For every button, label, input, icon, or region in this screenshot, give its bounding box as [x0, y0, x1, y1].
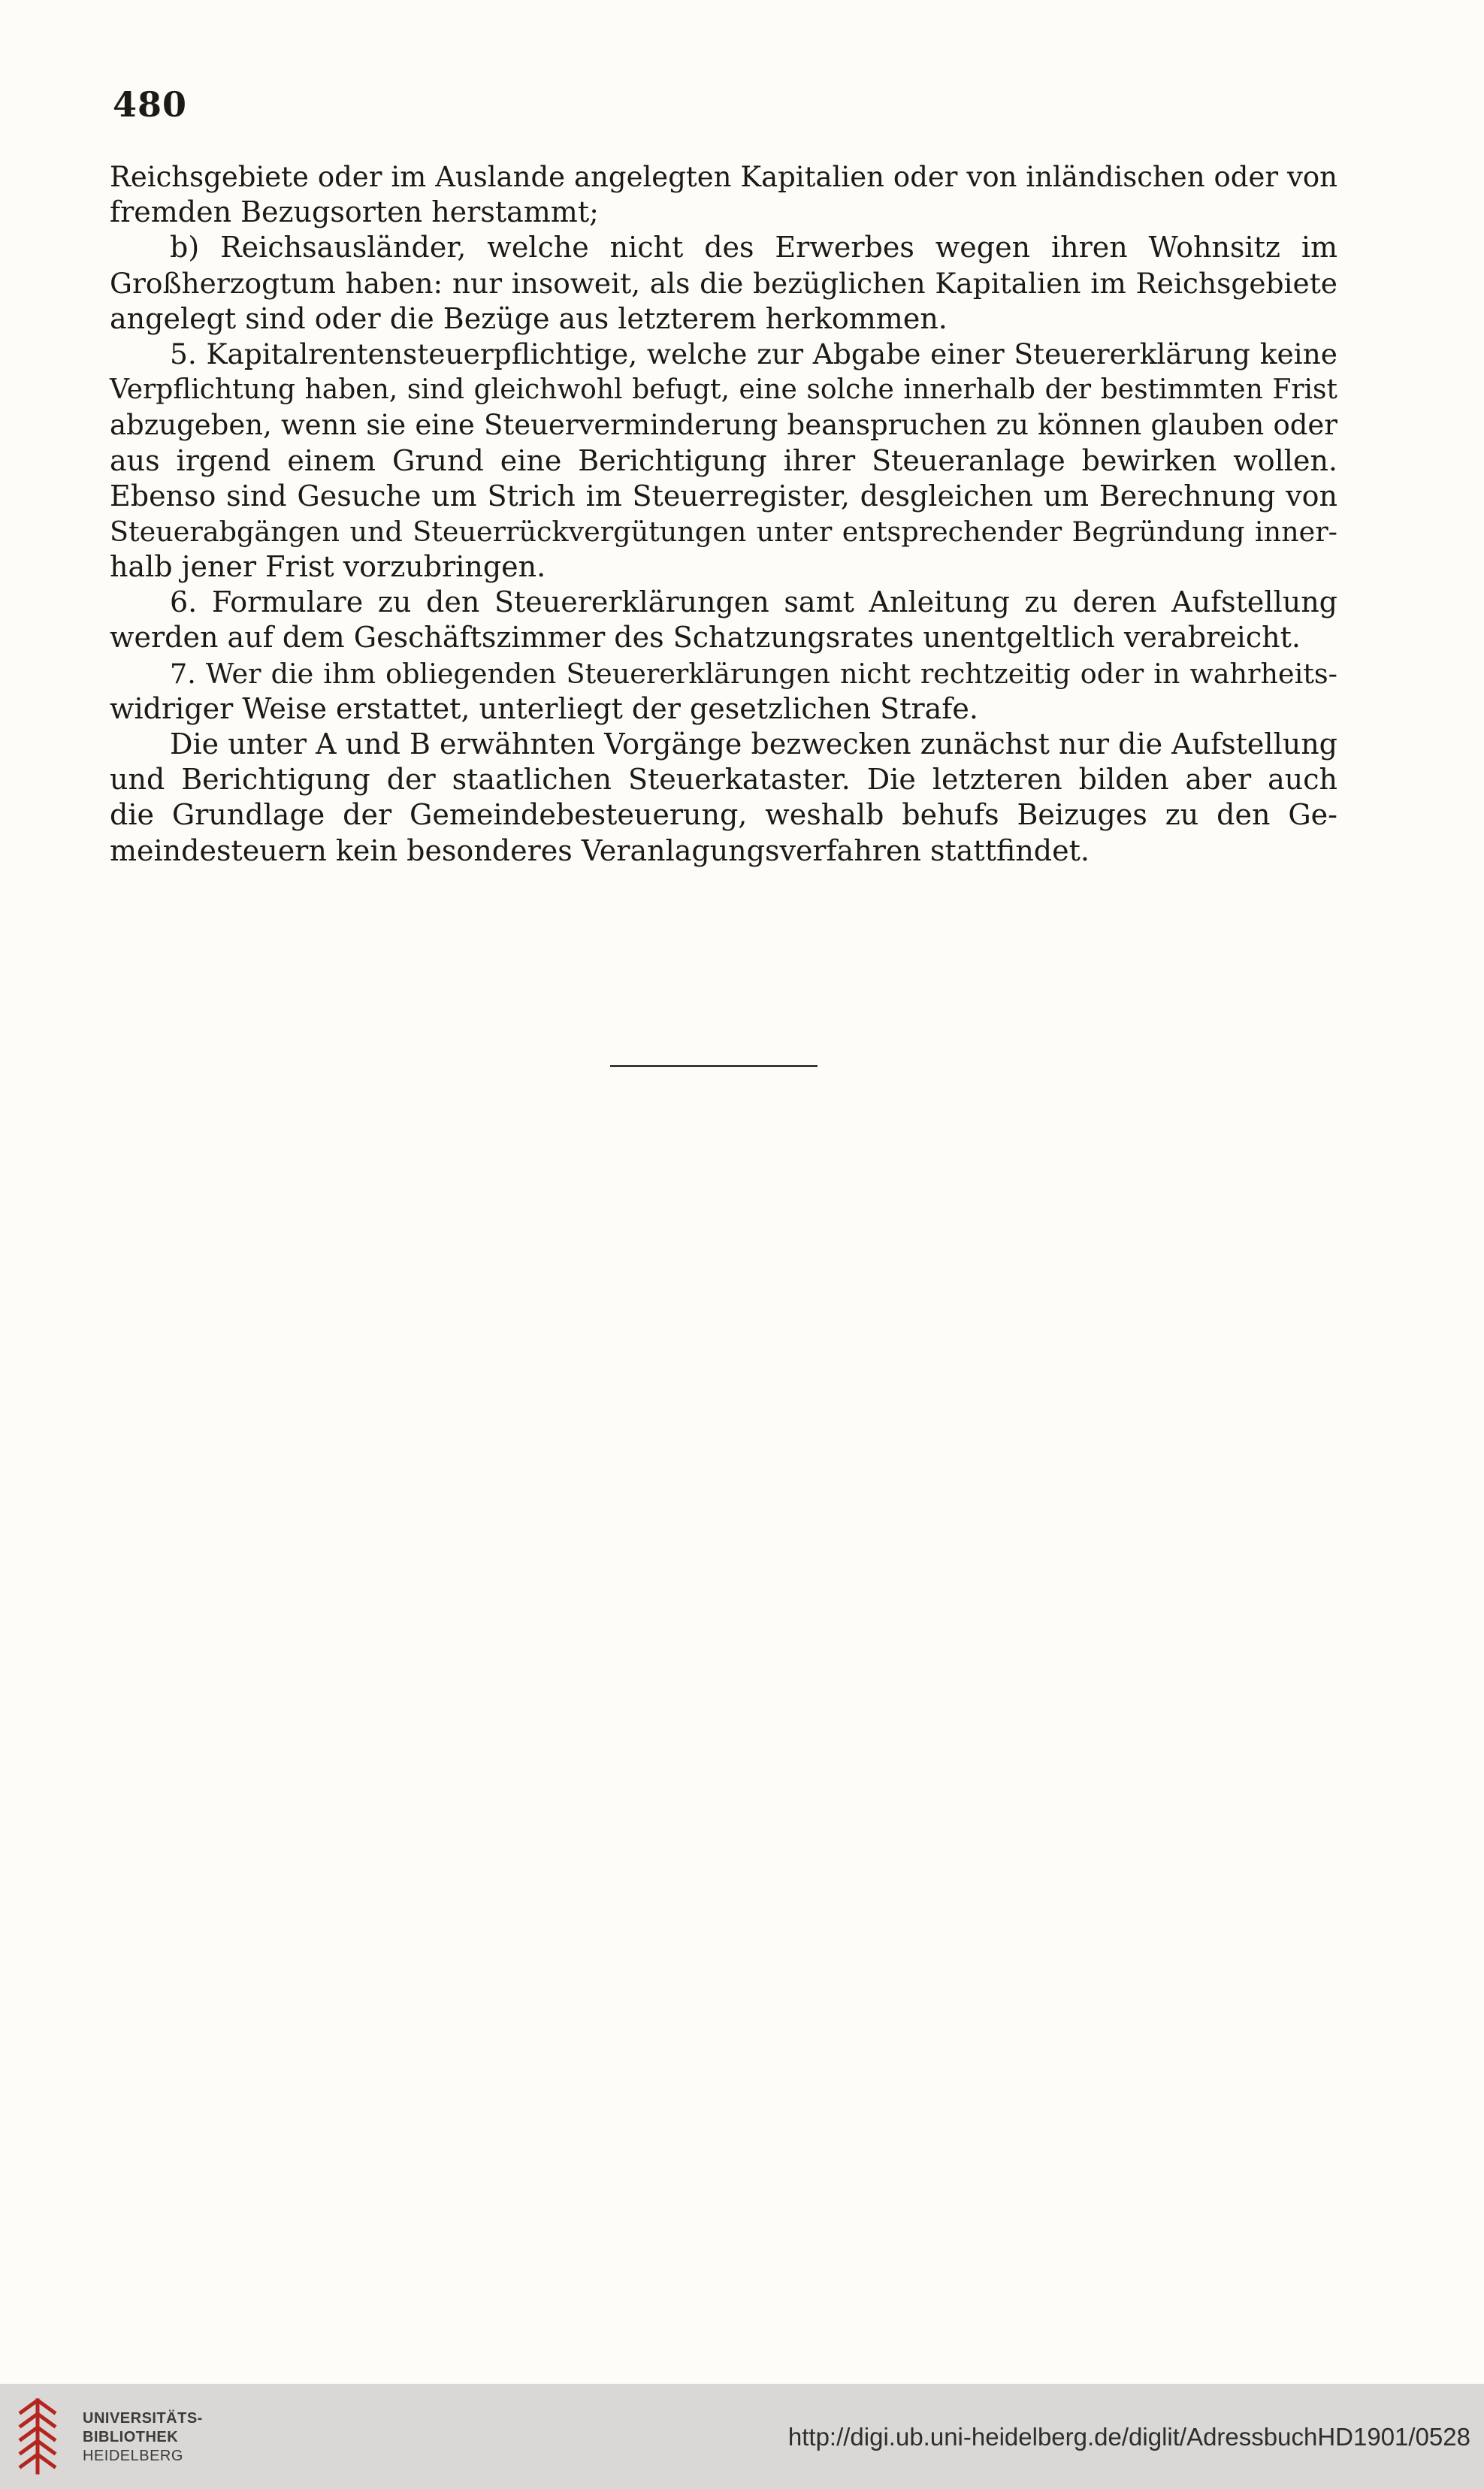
library-logo-icon: [17, 2396, 59, 2477]
library-logo-text: [83, 2409, 203, 2466]
text-line: 6. Formulare zu den Steuererklärungen samt Anleitung zu deren Aufstellung: [170, 585, 1337, 619]
text-line: Reichsgebiete oder im Auslande angelegten Kapitalien oder von inländischen oder von: [110, 161, 1337, 193]
text-line: abzugeben, wenn sie eine Steuerverminderung beanspruchen zu können glauben oder: [110, 409, 1337, 442]
page-number: 480: [113, 84, 188, 125]
text-line: Großherzogtum haben: nur insoweit, als die bezüglichen Kapitalien im Reichsgebiete: [110, 266, 1337, 300]
text-line: 7. Wer die ihm obliegenden Steuererklärungen nicht rechtzeitig oder in wahrheits-: [170, 657, 1337, 690]
text-line: Steuerabgängen und Steuerrückvergütungen unter entsprechender Begründung inner-: [110, 515, 1337, 548]
text-line: angelegt sind oder die Bezüge aus letzterem herkommen.: [110, 301, 948, 335]
text-line: fremden Bezugsorten herstammt;: [110, 195, 599, 229]
text-line: werden auf dem Geschäftszimmer des Schatzungsrates unentgeltlich verabreicht.: [110, 621, 1301, 655]
logo-line-1: UNIVERSITÄTS-: [83, 2410, 203, 2427]
text-line: widriger Weise erstattet, unterliegt der gesetzlichen Strafe.: [110, 691, 978, 725]
text-line: und Berichtigung der staatlichen Steuerkataster. Die letzteren bilden aber auch: [110, 763, 1337, 797]
text-line: halb jener Frist vorzubringen.: [110, 550, 546, 584]
section-divider: [610, 1065, 818, 1067]
permalink-url[interactable]: http://digi.ub.uni-heidelberg.de/diglit/AdressbuchHD1901/0528: [787, 2423, 1470, 2451]
text-line: Verpflichtung haben, sind gleichwohl befugt, eine solche innerhalb der bestimmten Frist: [110, 374, 1337, 406]
text-line: b) Reichsausländer, welche nicht des Erwerbes wegen ihren Wohnsitz im: [170, 231, 1337, 265]
text-line: 5. Kapitalrentensteuerpflichtige, welche zur Abgabe einer Steuererklärung keine: [170, 337, 1337, 370]
text-line: aus irgend einem Grund eine Berichtigung ihrer Steueranlage bewirken wollen.: [110, 443, 1337, 477]
text-line: Ebenso sind Gesuche um Strich im Steuerregister, desgleichen um Berechnung von: [110, 479, 1337, 513]
text-line: Die unter A und B erwähnten Vorgänge bezwecken zunächst nur die Aufstellung: [170, 727, 1337, 761]
body-text: [110, 159, 1337, 869]
logo-line-3: HEIDELBERG: [83, 2448, 183, 2464]
footer-bar: [0, 2384, 1484, 2489]
text-line: die Grundlage der Gemeindebesteuerung, weshalb behufs Beizuges zu den Ge-: [110, 798, 1337, 832]
text-line: meindesteuern kein besonderes Veranlagungsverfahren stattfindet.: [110, 833, 1090, 867]
logo-line-2: BIBLIOTHEK: [83, 2429, 179, 2445]
